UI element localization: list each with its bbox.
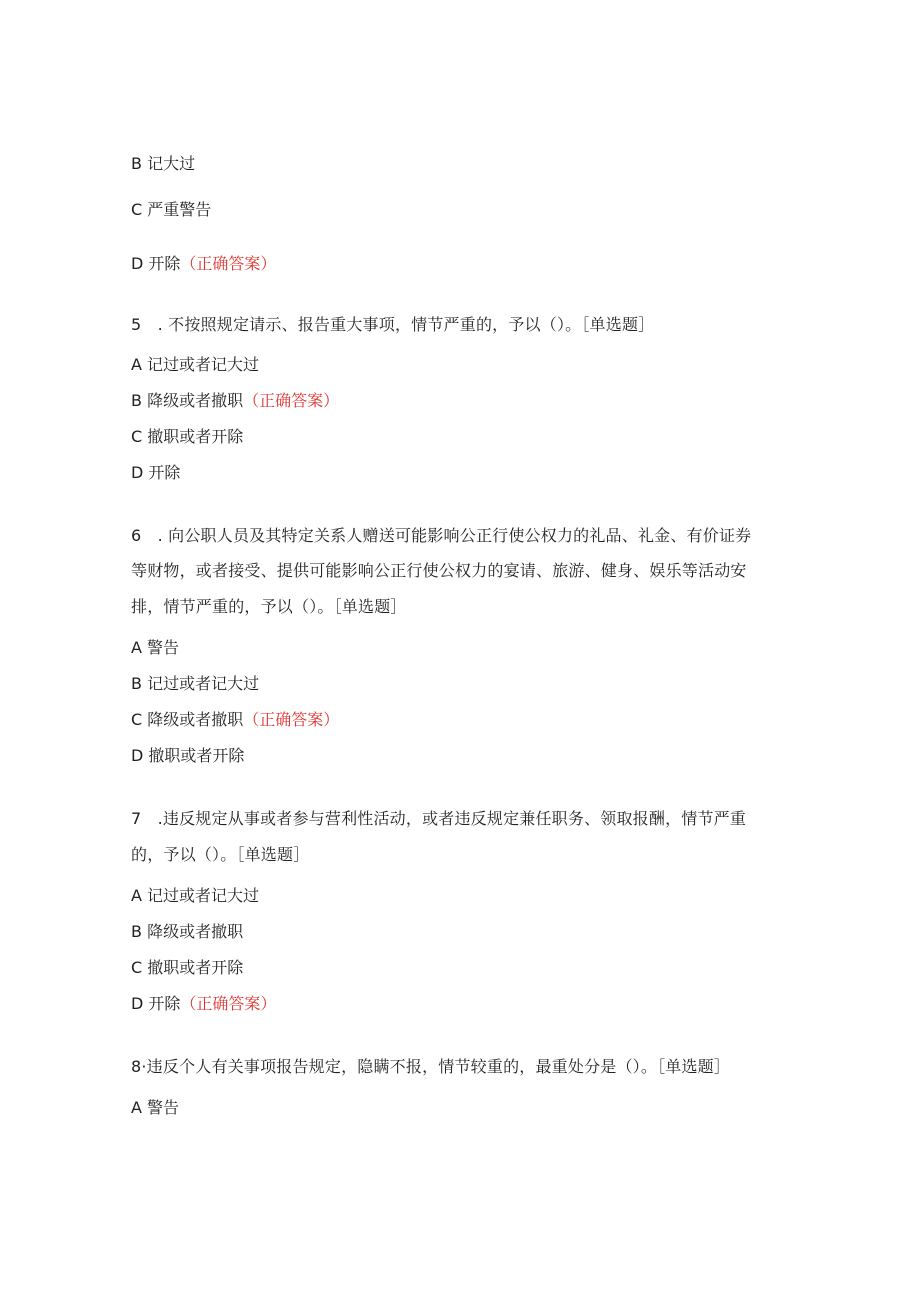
option-line: [131, 994, 276, 1014]
option-line: [131, 958, 243, 978]
option-line: [131, 355, 259, 375]
option-text: C 撤职或者开除: [131, 427, 244, 446]
question-text: 的，予以（）。［单选题］: [131, 845, 310, 864]
option-line: [131, 886, 259, 906]
option-line: [131, 746, 244, 766]
option-line: [131, 1098, 179, 1118]
option-text: A 警告: [131, 638, 180, 657]
option-text: B 降级或者撤职: [131, 922, 244, 941]
correct-answer-mark: （正确答案）: [180, 994, 277, 1013]
option-text: B 记过或者记大过: [131, 674, 260, 693]
question-6-text-cont: [131, 597, 407, 617]
option-line: [131, 200, 211, 220]
option-line: [131, 254, 276, 274]
option-line: [131, 922, 243, 942]
question-text: 等财物，或者接受、提供可能影响公正行使公权力的宴请、旅游、健身、娱乐等活动安: [131, 561, 747, 580]
option-text: D 开除: [131, 994, 181, 1013]
option-text: C 撤职或者开除: [131, 958, 244, 977]
correct-answer-mark: （正确答案）: [243, 391, 340, 410]
option-text: A 警告: [131, 1098, 180, 1117]
option-line: [131, 154, 195, 174]
option-text: D 撤职或者开除: [131, 746, 245, 765]
question-text: 5 . 不按照规定请示、报告重大事项，情节严重的，予以（）。［单选题］: [131, 315, 655, 334]
option-text: D 开除: [131, 463, 181, 482]
correct-answer-mark: （正确答案）: [180, 254, 277, 273]
option-line: [131, 391, 339, 411]
question-text: 6 . 向公职人员及其特定关系人赠送可能影响公正行使公权力的礼品、礼金、有价证券: [131, 526, 752, 545]
question-8-text: [131, 1057, 730, 1077]
question-7-text-cont: [131, 845, 309, 865]
option-text: A 记过或者记大过: [131, 886, 260, 905]
question-text: 7 .违反规定从事或者参与营利性活动，或者违反规定兼任职务、领取报酬，情节严重: [131, 809, 747, 828]
correct-answer-mark: （正确答案）: [243, 710, 340, 729]
option-text: A 记过或者记大过: [131, 355, 260, 374]
option-text: B 记大过: [131, 154, 196, 173]
option-text: B 降级或者撤职: [131, 391, 244, 410]
question-text: 排，情节严重的，予以（）。［单选题］: [131, 597, 407, 616]
option-line: [131, 710, 339, 730]
question-text: 8·违反个人有关事项报告规定，隐瞒不报，情节较重的，最重处分是（）。［单选题］: [131, 1057, 731, 1076]
option-line: [131, 674, 259, 694]
question-6-text: [131, 526, 751, 546]
option-text: D 开除: [131, 254, 181, 273]
option-line: [131, 638, 179, 658]
question-5-text: [131, 315, 654, 335]
option-line: [131, 463, 180, 483]
question-7-text: [131, 809, 746, 829]
option-text: C 降级或者撤职: [131, 710, 244, 729]
option-text: C 严重警告: [131, 200, 212, 219]
option-line: [131, 427, 243, 447]
question-6-text-cont: [131, 561, 747, 581]
